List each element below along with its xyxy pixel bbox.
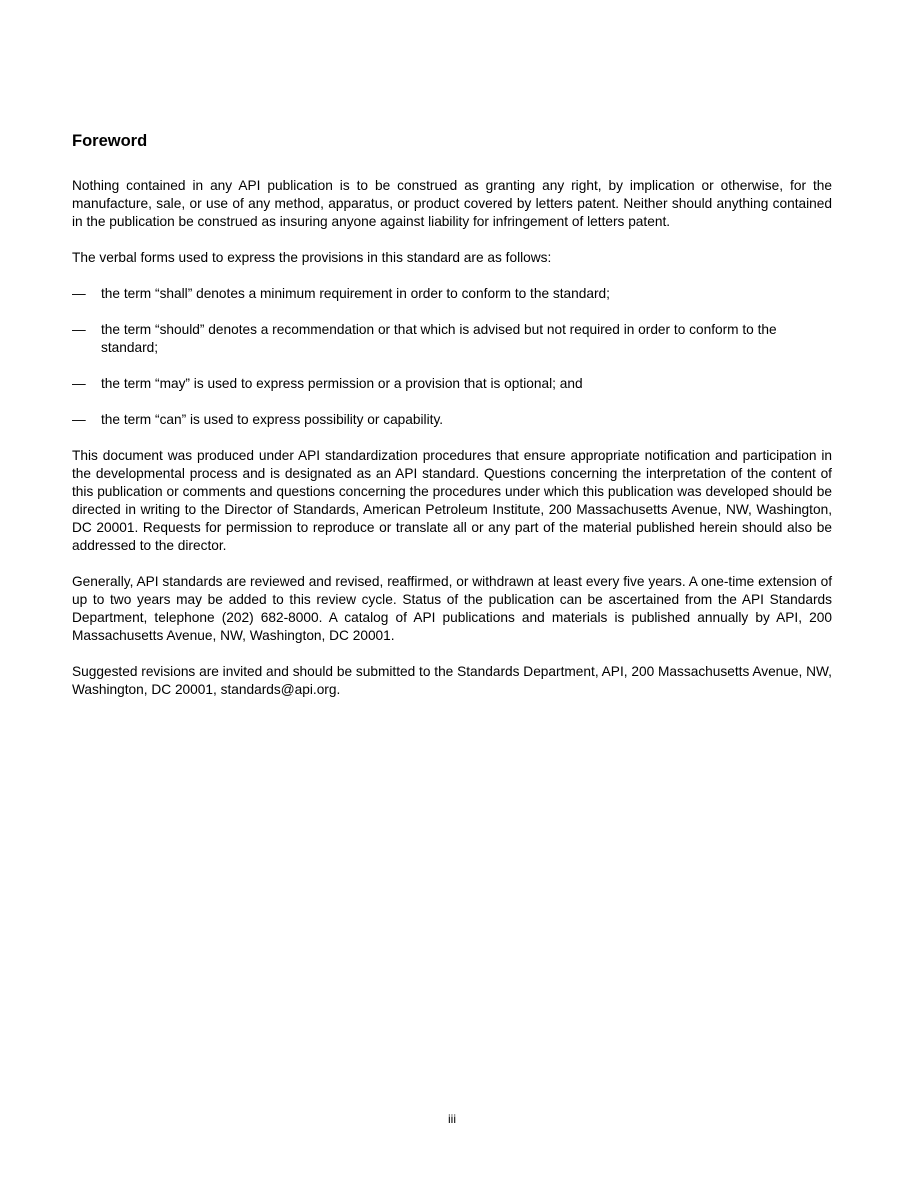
list-item-text: the term “can” is used to express possibility or capability. — [101, 412, 444, 427]
list-item-text: the term “shall” denotes a minimum requirement in order to conform to the standard; — [101, 286, 610, 301]
document-body — [72, 177, 832, 717]
verbal-forms-list — [72, 285, 832, 429]
standardization-procedures-paragraph: This document was produced under API standardization procedures that ensure appropriate notification and participation in the developmental process and is designated as an API standard. Questions concerning the interpretation of the content of this publication or comments and questions concerning the procedures under which this publication was developed should be directed in writing to the Director of Standards, American Petroleum Institute, 200 Massachusetts Avenue, NW, Washington, DC 20001. Requests for permission to reproduce or translate all or any part of the material published herein should also be addressed to the director. — [72, 448, 832, 553]
list-item — [72, 321, 832, 357]
list-dash-marker: — — [72, 286, 86, 301]
list-dash-marker: — — [72, 322, 86, 337]
list-item — [72, 285, 832, 303]
suggested-revisions-paragraph: Suggested revisions are invited and should be submitted to the Standards Department, API, 200 Massachusetts Avenue, NW, Washington, DC 20001, standards@api.org. — [72, 664, 832, 697]
page-title: Foreword — [72, 132, 148, 150]
review-cycle-paragraph: Generally, API standards are reviewed and revised, reaffirmed, or withdrawn at least every five years. A one-time extension of up to two years may be added to this review cycle. Status of the publication can be ascertained from the API Standards Department, telephone (202) 682-8000. A catalog of API publications and materials is published annually by API, 200 Massachusetts Avenue, NW, Washington, DC 20001. — [72, 574, 832, 643]
list-dash-marker: — — [72, 376, 86, 391]
list-item — [72, 411, 832, 429]
list-item-text: the term “should” denotes a recommendation or that which is advised but not required in order to conform to the standard; — [101, 322, 777, 355]
list-dash-marker: — — [72, 412, 86, 427]
list-item-text: the term “may” is used to express permission or a provision that is optional; and — [101, 376, 583, 391]
page-number: iii — [448, 1112, 456, 1126]
document-page — [72, 0, 832, 1188]
patent-disclaimer-paragraph: Nothing contained in any API publication is to be construed as granting any right, by implication or otherwise, for the manufacture, sale, or use of any method, apparatus, or product covered by letters patent. Neither should anything contained in the publication be construed as insuring anyone against liability for infringement of letters patent. — [72, 178, 832, 229]
verbal-forms-intro-paragraph: The verbal forms used to express the provisions in this standard are as follows: — [72, 250, 552, 265]
list-item — [72, 375, 832, 393]
